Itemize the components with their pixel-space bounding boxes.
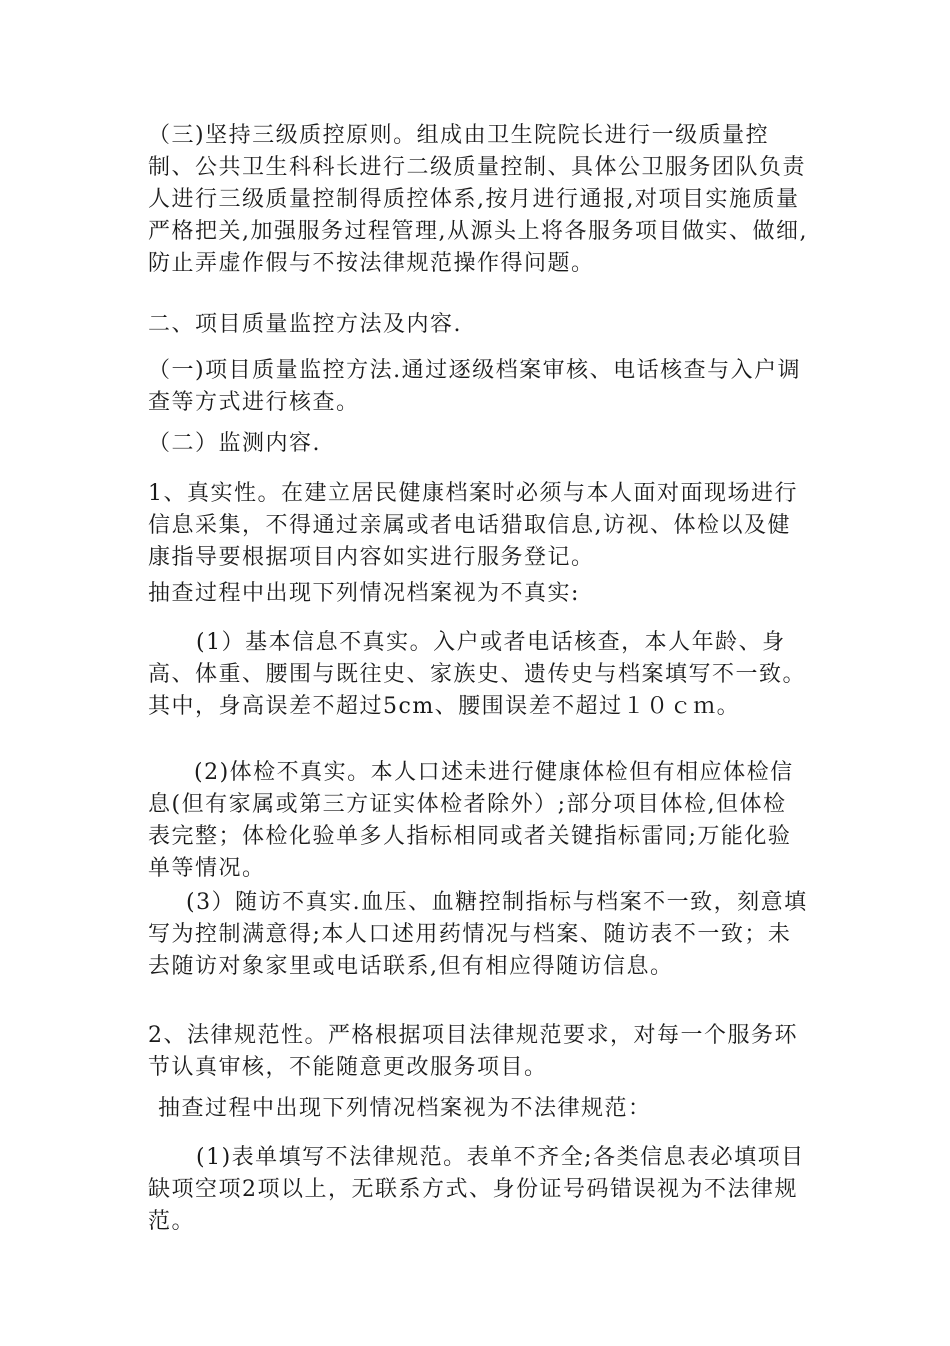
paragraph-basic-info-untrue: (1）基本信息不真实。入户或者电话核查，本人年龄、身高、体重、腰围与既往史、家族史、遗传史与档案填写不一致。其中，身高误差不超过5cm、腰围误差不超过１０ｃｍ。: [148, 630, 807, 719]
paragraph-authenticity: 1、真实性。在建立居民健康档案时必须与本人面对面现场进行信息采集，不得通过亲属或者电话猎取信息,访视、体检以及健康指导要根据项目内容如实进行服务登记。: [148, 481, 798, 570]
paragraph-followup-untrue: (3）随访不真实.血压、血糖控制指标与档案不一致，刻意填写为控制满意得;本人口述用药情况与档案、随访表不一致；未去随访对象家里或电话联系,但有相应得随访信息。: [148, 890, 808, 979]
paragraph-monitoring-content-heading: （二）监测内容.: [148, 431, 321, 456]
paragraph-standardization-check-intro: 抽查过程中出现下列情况档案视为不法律规范：: [158, 1096, 652, 1121]
paragraph-quality-control-principle: （三)坚持三级质控原则。组成由卫生院院长进行一级质量控制、公共卫生科科长进行二级质量控制、具体公卫服务团队负责人进行三级质量控制得质控体系,按月进行通报,对项目实施质量严格把关,加强服务过程管理,从源头上将各服务项目做实、做细,防止弄虚作假与不按法律规范操作得问题。: [148, 123, 808, 276]
section-heading-monitoring: 二、项目质量监控方法及内容.: [148, 312, 462, 337]
paragraph-authenticity-check-intro: 抽查过程中出现下列情况档案视为不真实:: [148, 581, 580, 606]
paragraph-form-nonstandard: (1)表单填写不法律规范。表单不齐全;各类信息表必填项目缺项空项2项以上，无联系方式、身份证号码错误视为不法律规范。: [148, 1145, 805, 1234]
paragraph-exam-untrue: (2)体检不真实。本人口述未进行健康体检但有相应体检信息(但有家属或第三方证实体检者除外）;部分项目体检,但体检表完整；体检化验单多人指标相同或者关键指标雷同;万能化验单等情况。: [148, 760, 794, 881]
paragraph-monitoring-method: （一)项目质量监控方法.通过逐级档案审核、电话核查与入户调查等方式进行核查。: [148, 358, 802, 415]
paragraph-standardization: 2、法律规范性。严格根据项目法律规范要求，对每一个服务环节认真审核，不能随意更改服务项目。: [148, 1023, 798, 1080]
